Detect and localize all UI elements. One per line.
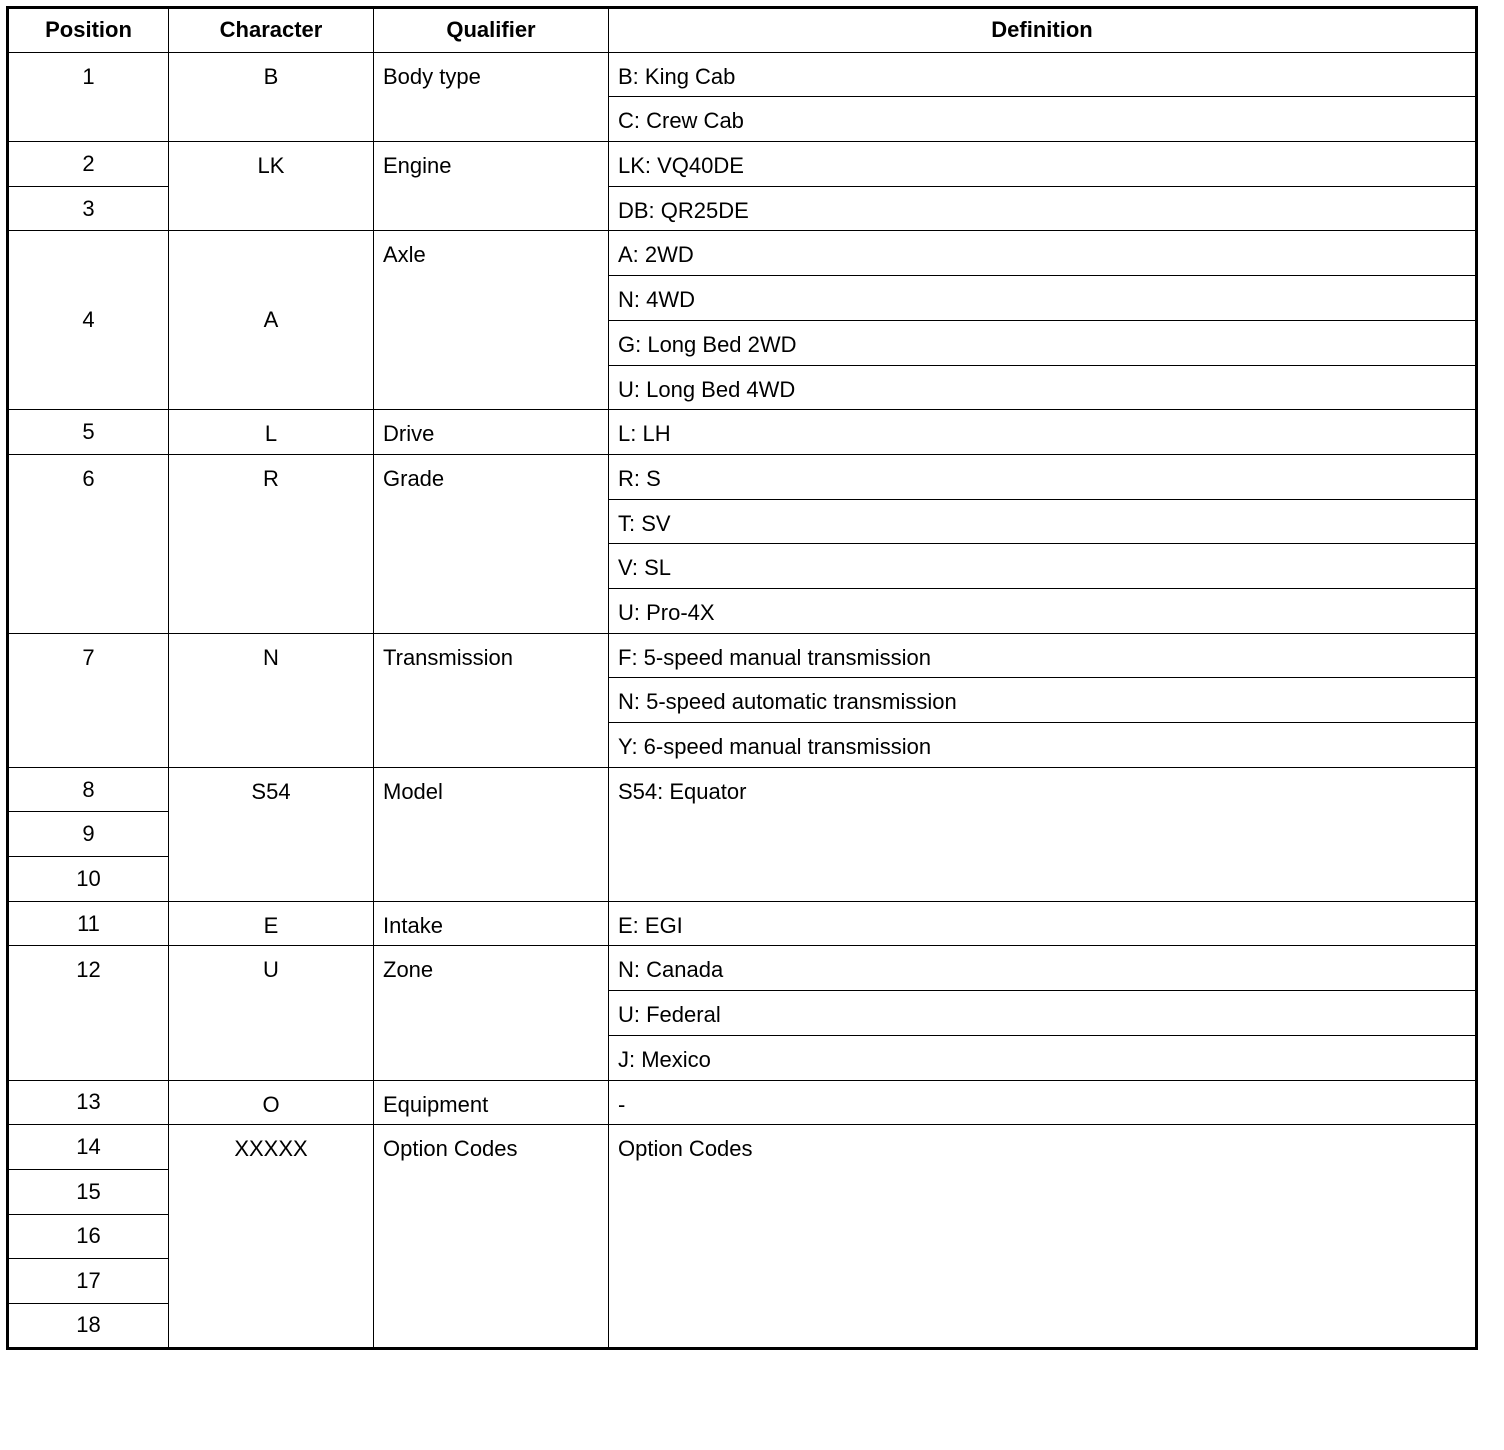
character-cell: XXXXX — [169, 1125, 374, 1348]
table-row — [8, 633, 1477, 678]
definition-cell: S54: Equator — [609, 767, 1477, 901]
definition-cell: R: S — [609, 454, 1477, 499]
character-cell: LK — [169, 142, 374, 231]
qualifier-cell: Equipment — [374, 1080, 609, 1125]
vin-code-table — [6, 6, 1478, 1350]
qualifier-cell: Drive — [374, 410, 609, 455]
character-cell: B — [169, 52, 374, 141]
character-cell: R — [169, 454, 374, 633]
definition-cell: F: 5-speed manual transmission — [609, 633, 1477, 678]
definition-cell: U: Federal — [609, 991, 1477, 1036]
position-cell: 15 — [8, 1169, 169, 1214]
definition-cell: - — [609, 1080, 1477, 1125]
table-row — [8, 1080, 1477, 1125]
character-cell: U — [169, 946, 374, 1080]
position-cell: 4 — [8, 231, 169, 410]
qualifier-cell: Option Codes — [374, 1125, 609, 1348]
table-row — [8, 901, 1477, 946]
header-position: Position — [8, 8, 169, 53]
qualifier-cell: Model — [374, 767, 609, 901]
definition-cell: DB: QR25DE — [609, 186, 1477, 231]
position-cell: 14 — [8, 1125, 169, 1170]
table-row — [8, 410, 1477, 455]
definition-cell: A: 2WD — [609, 231, 1477, 276]
qualifier-cell: Transmission — [374, 633, 609, 767]
position-cell: 2 — [8, 142, 169, 187]
table-row — [8, 231, 1477, 276]
position-cell: 5 — [8, 410, 169, 455]
definition-cell: G: Long Bed 2WD — [609, 320, 1477, 365]
header-definition: Definition — [609, 8, 1477, 53]
definition-cell: LK: VQ40DE — [609, 142, 1477, 187]
character-cell: N — [169, 633, 374, 767]
definition-cell: C: Crew Cab — [609, 97, 1477, 142]
position-cell: 16 — [8, 1214, 169, 1259]
position-cell: 1 — [8, 52, 169, 141]
table-row — [8, 454, 1477, 499]
definition-cell: Option Codes — [609, 1125, 1477, 1348]
table-row — [8, 767, 1477, 812]
position-cell: 9 — [8, 812, 169, 857]
qualifier-cell: Body type — [374, 52, 609, 141]
definition-cell: T: SV — [609, 499, 1477, 544]
definition-cell: U: Long Bed 4WD — [609, 365, 1477, 410]
position-cell: 12 — [8, 946, 169, 1080]
definition-cell: U: Pro-4X — [609, 588, 1477, 633]
character-cell: S54 — [169, 767, 374, 901]
definition-cell: B: King Cab — [609, 52, 1477, 97]
definition-cell: N: Canada — [609, 946, 1477, 991]
position-cell: 7 — [8, 633, 169, 767]
header-character: Character — [169, 8, 374, 53]
definition-cell: J: Mexico — [609, 1035, 1477, 1080]
qualifier-cell: Intake — [374, 901, 609, 946]
position-cell: 3 — [8, 186, 169, 231]
qualifier-cell: Grade — [374, 454, 609, 633]
definition-cell: L: LH — [609, 410, 1477, 455]
position-cell: 11 — [8, 901, 169, 946]
table-row — [8, 1125, 1477, 1170]
qualifier-cell: Engine — [374, 142, 609, 231]
position-cell: 6 — [8, 454, 169, 633]
character-cell: O — [169, 1080, 374, 1125]
definition-cell: Y: 6-speed manual transmission — [609, 723, 1477, 768]
table-row — [8, 142, 1477, 187]
definition-cell: N: 5-speed automatic transmission — [609, 678, 1477, 723]
header-row — [8, 8, 1477, 53]
character-cell: L — [169, 410, 374, 455]
position-cell: 13 — [8, 1080, 169, 1125]
position-cell: 10 — [8, 857, 169, 902]
definition-cell: V: SL — [609, 544, 1477, 589]
qualifier-cell: Zone — [374, 946, 609, 1080]
header-qualifier: Qualifier — [374, 8, 609, 53]
table-row — [8, 52, 1477, 97]
position-cell: 17 — [8, 1259, 169, 1304]
character-cell: A — [169, 231, 374, 410]
definition-cell: N: 4WD — [609, 276, 1477, 321]
position-cell: 8 — [8, 767, 169, 812]
qualifier-cell: Axle — [374, 231, 609, 410]
position-cell: 18 — [8, 1303, 169, 1348]
definition-cell: E: EGI — [609, 901, 1477, 946]
character-cell: E — [169, 901, 374, 946]
table-row — [8, 946, 1477, 991]
table-body — [8, 52, 1477, 1348]
